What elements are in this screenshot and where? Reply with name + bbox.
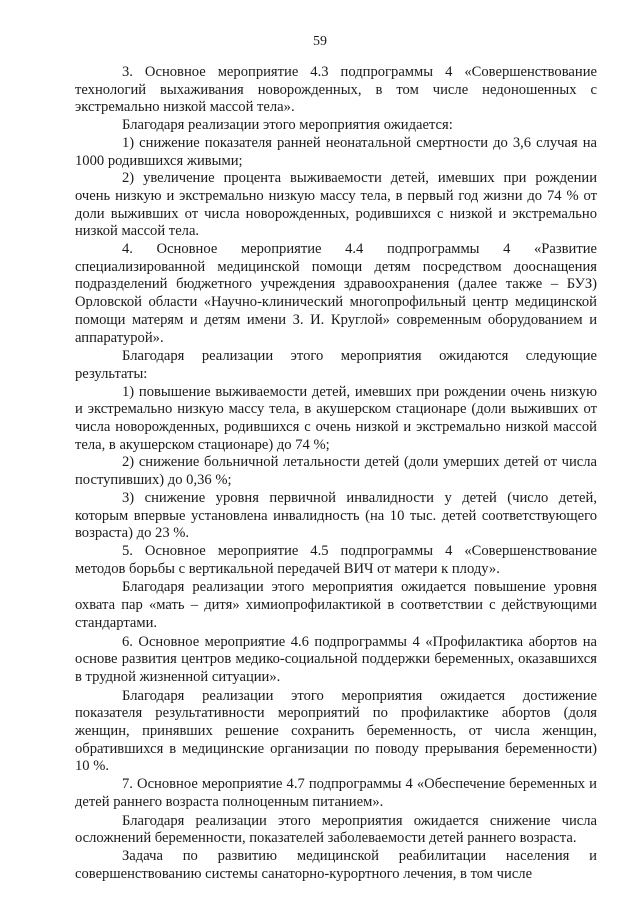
paragraph-event-4-6: 6. Основное мероприятие 4.6 подпрограммы 4 «Профилактика абортов на основе развития центров медико-социальной поддержки беременных, оказавшихся в трудной жизненной ситуации». xyxy=(75,633,597,685)
paragraph-event-4-7: 7. Основное мероприятие 4.7 подпрограммы 4 «Обеспечение беременных и детей раннего возраста полноценным питанием». xyxy=(75,776,597,810)
paragraph-expected-abortion: Благодаря реализации этого мероприятия ожидается достижение показателя результативности мероприятий по профилактике абортов (доля женщин, принявших решение сохранить беременность, от числа женщин, обратившихся в медицинские организации по поводу прерывания беременности) 10 %. xyxy=(75,687,597,775)
page-number: 59 xyxy=(313,34,327,49)
list-item: 2) увеличение процента выживаемости детей, имевших при рождении очень низкую и экстремально низкую массу тела, в первый год жизни до 74 % от доли выживших от числа новорожденных, родившихся с низкой и экстремально низкой массой тела. xyxy=(75,170,597,240)
list-item: 2) снижение больничной летальности детей (доли умерших детей от числа поступивших) до 0,36 %; xyxy=(75,454,597,489)
paragraph-event-4-4: 4. Основное мероприятие 4.4 подпрограммы 4 «Развитие специализированной медицинской помощи детям посредством дооснащения подразделений бюджетного учреждения здравоохранения (далее также – БУЗ) Орловской области «Научно-клинический многопрофильный центр медицинской помощи матерям и детям имени З. И. Круглой» современным оборудованием и аппаратурой». xyxy=(75,241,597,346)
document-body xyxy=(75,64,597,883)
paragraph-expected-nutrition: Благодаря реализации этого мероприятия ожидается снижение числа осложнений беременности, показателей заболеваемости детей раннего возраста. xyxy=(75,812,597,847)
paragraph-expected-results: Благодаря реализации этого мероприятия ожидаются следующие результаты: xyxy=(75,348,597,382)
paragraph-expected-intro: Благодаря реализации этого мероприятия ожидается: xyxy=(122,117,453,134)
paragraph-event-4-3: 3. Основное мероприятие 4.3 подпрограммы 4 «Совершенствование технологий выхаживания новорожденных, в том числе недоношенных с экстремально низкой массой тела». xyxy=(75,64,597,116)
list-item: 3) снижение уровня первичной инвалидности у детей (число детей, которым впервые установлена инвалидность (на 10 тыс. детей соответствующего возраста) до 23 %. xyxy=(75,489,597,542)
paragraph-task-rehabilitation: Задача по развитию медицинской реабилитации населения и совершенствованию системы санаторно-курортного лечения, в том числе xyxy=(75,847,597,882)
list-item: 1) повышение выживаемости детей, имевших при рождении очень низкую и экстремально низкую массу тела, в акушерском стационаре (доли выживших от числа новорожденных, родившихся с очень низкой и экстремально низкой массой тела, в акушерском стационаре) до 74 %; xyxy=(75,383,597,453)
paragraph-expected-hiv: Благодаря реализации этого мероприятия ожидается повышение уровня охвата пар «мать – дитя» химиопрофилактикой в соответствии с действующими стандартами. xyxy=(75,579,597,631)
list-item: 1) снижение показателя ранней неонатальной смертности до 3,6 случая на 1000 родившихся живыми; xyxy=(75,134,597,169)
paragraph-event-4-5: 5. Основное мероприятие 4.5 подпрограммы 4 «Совершенствование методов борьбы с вертикальной передачей ВИЧ от матери к плоду». xyxy=(75,542,597,577)
